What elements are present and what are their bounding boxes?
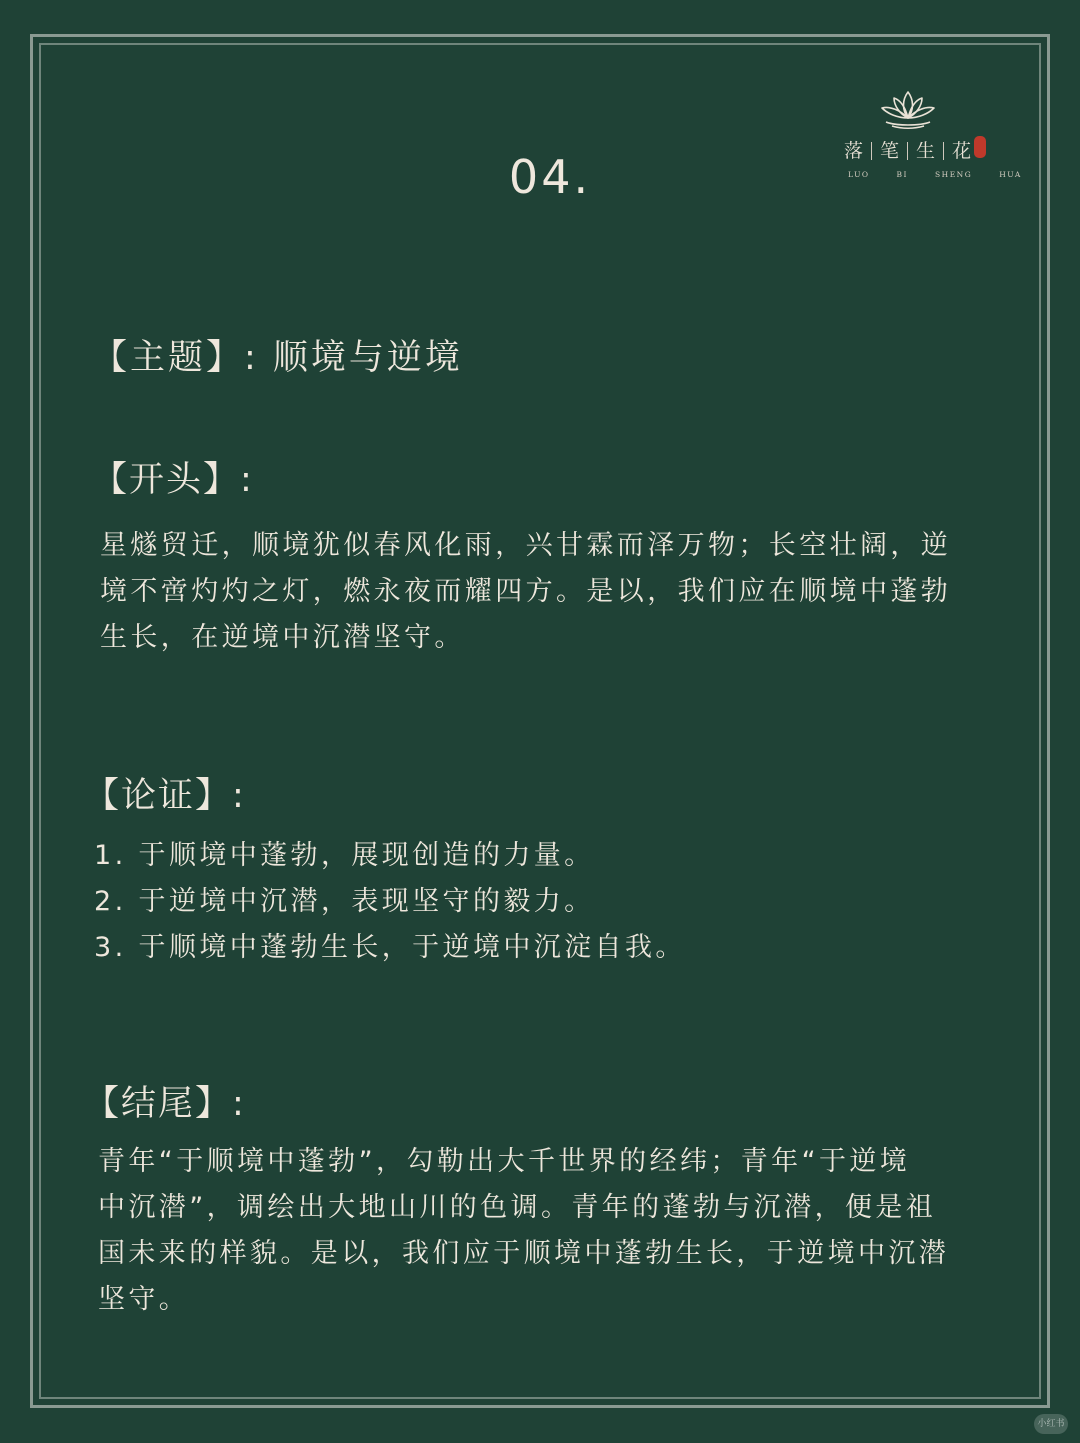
topic-title: 【主题】: 顺境与逆境 [92, 338, 463, 378]
argument-heading: 【论证】: [84, 776, 246, 816]
lotus-outline-icon [876, 88, 940, 130]
list-item: 3. 于顺境中蓬勃生长，于逆境中沉淀自我。 [94, 932, 686, 963]
paragraph-line: 坚守。 [98, 1284, 190, 1315]
list-item: 1. 于顺境中蓬勃，展现创造的力量。 [94, 840, 595, 871]
logo-pinyin-word: LUO [848, 170, 870, 179]
logo-pinyin-word: BI [896, 170, 909, 179]
logo-char: 生 [916, 140, 936, 162]
list-item: 2. 于逆境中沉潜，表现坚守的毅力。 [94, 886, 595, 917]
ending-paragraph [98, 1139, 990, 1323]
opening-paragraph [100, 523, 992, 661]
paragraph-line: 中沉潜”，调绘出大地山川的色调。青年的蓬勃与沉潜，便是祖 [98, 1192, 937, 1223]
logo-pinyin-word: SHENG [935, 170, 973, 179]
paragraph-line: 生长，在逆境中沉潜坚守。 [100, 622, 465, 653]
paragraph-line: 国未来的样貌。是以，我们应于顺境中蓬勃生长，于逆境中沉潜 [98, 1238, 950, 1269]
opening-heading: 【开头】: [92, 460, 254, 500]
paragraph-line: 星燧贸迁，顺境犹似春风化雨，兴甘霖而泽万物；长空壮阔，逆 [100, 530, 952, 561]
watermark-badge: 小红书 [1034, 1414, 1068, 1434]
logo-char: 花 [952, 140, 972, 162]
logo-char: 笔 [880, 140, 900, 162]
paragraph-line: 青年“于顺境中蓬勃”，勾勒出大千世界的经纬；青年“于逆境 [98, 1146, 911, 1177]
argument-list [94, 833, 686, 971]
page-number: 04. [508, 150, 592, 204]
logo-char: 落 [844, 140, 864, 162]
paragraph-line: 境不啻灼灼之灯，燃永夜而耀四方。是以，我们应在顺境中蓬勃 [100, 576, 952, 607]
ending-heading: 【结尾】: [84, 1084, 246, 1124]
logo-pinyin-word: HUA [999, 170, 1022, 179]
